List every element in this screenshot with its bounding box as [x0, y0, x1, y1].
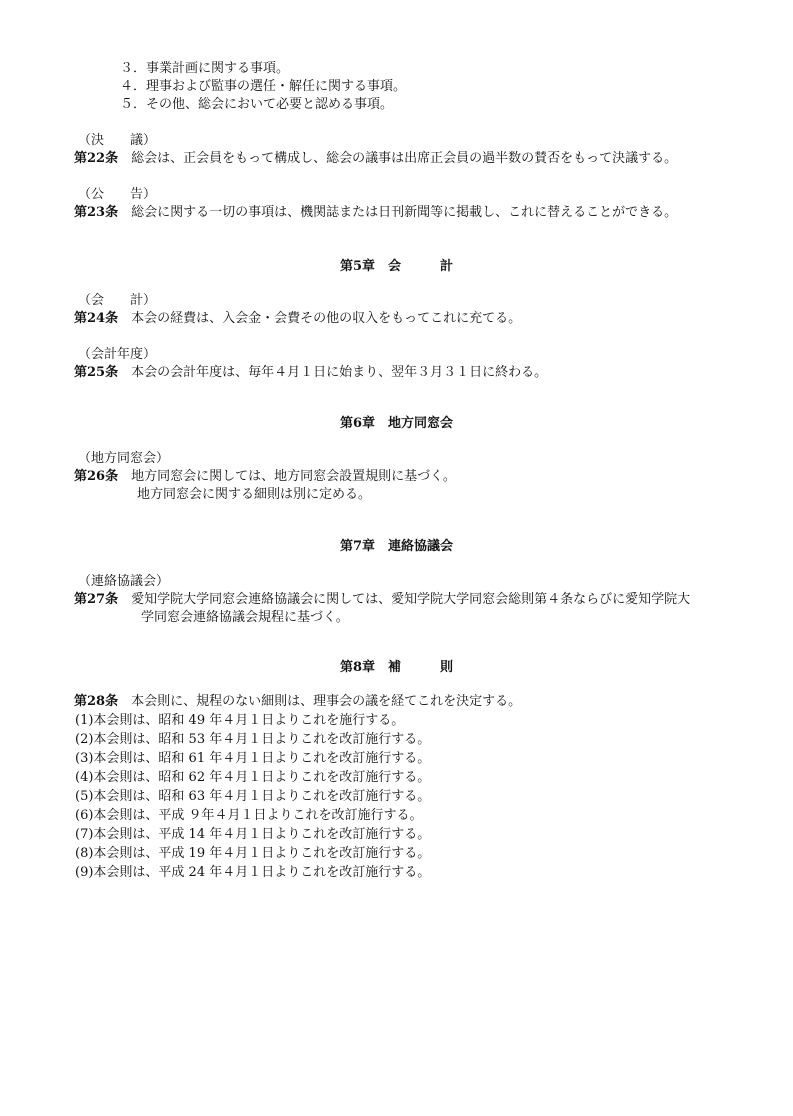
art22-number: 第22条 [74, 151, 119, 166]
art27-line [74, 591, 690, 609]
art28-number: 第28条 [74, 694, 119, 709]
art21-item-3: ３．事業計画に関する事項。 [120, 61, 290, 76]
art23-text: 総会に関する一切の事項は、機関誌または日刊新聞等に掲載し、これに替えることができる。 [118, 205, 678, 220]
art22-line [74, 150, 677, 168]
art26-text-cont: 地方同窓会に関する細則は別に定める。 [137, 487, 372, 502]
art27-number: 第27条 [74, 592, 119, 607]
supplementary-item: (1)本会則は、昭和 49 年４月１日よりこれを施行する。 [75, 713, 405, 728]
supplementary-item: (4)本会則は、昭和 62 年４月１日よりこれを改訂施行する。 [75, 770, 431, 785]
art23-line [74, 204, 677, 222]
art26-heading: （地方同窓会） [78, 451, 170, 466]
supplementary-item: (3)本会則は、昭和 61 年４月１日よりこれを改訂施行する。 [75, 751, 431, 766]
art25-heading: （会計年度） [78, 347, 157, 362]
art22-heading: （決 議） [78, 133, 157, 148]
chapter-8-title: 第8章 補 則 [339, 660, 454, 675]
art27-text: 愛知学院大学同窓会連絡協議会に関しては、愛知学院大学同窓会総則第４条ならびに愛知学院大 [118, 592, 691, 607]
chapter-5-title: 第5章 会 計 [339, 259, 454, 274]
art24-number: 第24条 [74, 311, 119, 326]
art26-number: 第26条 [74, 469, 119, 484]
art24-line [74, 310, 521, 328]
art25-text: 本会の会計年度は、毎年４月１日に始まり、翌年３月３１日に終わる。 [118, 365, 548, 380]
supplementary-item: (6)本会則は、平成 ９年４月１日よりこれを改訂施行する。 [75, 808, 423, 823]
art25-number: 第25条 [74, 365, 119, 380]
art24-heading: （会 計） [78, 293, 157, 308]
supplementary-item: (5)本会則は、昭和 63 年４月１日よりこれを改訂施行する。 [75, 789, 431, 804]
art23-number: 第23条 [74, 205, 119, 220]
art27-text-cont: 学同窓会連絡協議会規程に基づく。 [141, 610, 349, 625]
art25-line [74, 364, 547, 382]
art21-item-5: ５．その他、総会において必要と認める事項。 [120, 97, 394, 112]
chapter-7-title: 第7章 連絡協議会 [339, 539, 454, 554]
supplementary-item: (7)本会則は、平成 14 年４月１日よりこれを改訂施行する。 [75, 827, 431, 842]
art24-text: 本会の経費は、入会金・会費その他の収入をもってこれに充てる。 [118, 311, 522, 326]
supplementary-item: (9)本会則は、平成 24 年４月１日よりこれを改訂施行する。 [75, 865, 431, 880]
chapter-6-title: 第6章 地方同窓会 [339, 416, 454, 431]
art21-item-4: ４．理事および監事の選任・解任に関する事項。 [120, 79, 407, 94]
art23-heading: （公 告） [78, 187, 157, 202]
art26-text: 地方同窓会に関しては、地方同窓会設置規則に基づく。 [118, 469, 456, 484]
art28-text: 本会則に、規程のない細則は、理事会の議を経てこれを決定する。 [118, 694, 522, 709]
art26-line [74, 468, 456, 486]
supplementary-item: (8)本会則は、平成 19 年４月１日よりこれを改訂施行する。 [75, 846, 431, 861]
art28-line [74, 693, 521, 711]
supplementary-item: (2)本会則は、昭和 53 年４月１日よりこれを改訂施行する。 [75, 732, 431, 747]
art27-heading: （連絡協議会） [78, 574, 170, 589]
art22-text: 総会は、正会員をもって構成し、総会の議事は出席正会員の過半数の賛否をもって決議する。 [118, 151, 678, 166]
